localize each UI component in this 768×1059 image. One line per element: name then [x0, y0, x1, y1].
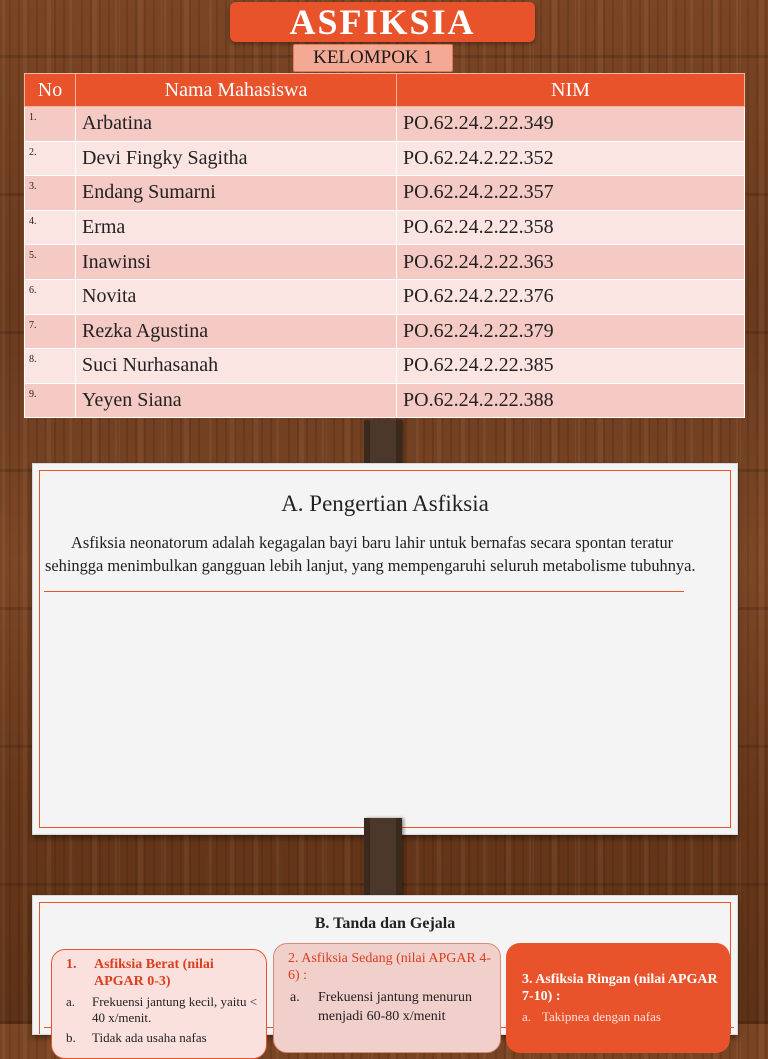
student-name: Yeyen Siana	[76, 383, 397, 418]
student-nim: PO.62.24.2.22.376	[397, 279, 745, 314]
card-number: 1.	[66, 957, 77, 972]
student-nim: PO.62.24.2.22.363	[397, 245, 745, 280]
header-name: Nama Mahasiswa	[76, 74, 397, 107]
card-title: 2. Asfiksia Sedang (nilai APGAR 4-6) :	[288, 951, 491, 983]
row-number: 3.	[25, 176, 76, 211]
student-name: Arbatina	[76, 107, 397, 142]
card-item	[52, 1026, 266, 1046]
student-nim: PO.62.24.2.22.352	[397, 141, 745, 176]
student-name: Erma	[76, 210, 397, 245]
moderate-asphyxia-card	[273, 943, 501, 1053]
student-nim: PO.62.24.2.22.349	[397, 107, 745, 142]
mild-asphyxia-card	[506, 943, 730, 1053]
table-header-row	[25, 74, 745, 107]
student-nim: PO.62.24.2.22.357	[397, 176, 745, 211]
item-text: Frekuensi jantung menurun menjadi 60-80 x/menit	[318, 990, 472, 1024]
table-row	[25, 314, 745, 349]
table-row	[25, 383, 745, 418]
section-b-frame	[39, 902, 731, 1045]
row-number: 7.	[25, 314, 76, 349]
group-label-text: KELOMPOK 1	[313, 47, 433, 68]
student-name: Inawinsi	[76, 245, 397, 280]
item-text: Frekuensi jantung kecil, yaitu < 40 x/menit.	[92, 994, 258, 1025]
row-number: 2.	[25, 141, 76, 176]
table-row	[25, 141, 745, 176]
student-name: Endang Sumarni	[76, 176, 397, 211]
section-a-paragraph: Asfiksia neonatorum adalah kegagalan bayi baru lahir untuk bernafas secara spontan teratur sehingga menimbulkan gangguan lebih lanjut, yang mempengaruhi seluruh metabolisme tubuhnya.	[45, 533, 696, 575]
item-text: Takipnea dengan nafas	[542, 1009, 661, 1024]
card-item	[506, 1005, 730, 1025]
item-text: Tidak ada usaha nafas	[92, 1030, 207, 1045]
header-nim: NIM	[397, 74, 745, 107]
student-nim: PO.62.24.2.22.388	[397, 383, 745, 418]
row-number: 6.	[25, 279, 76, 314]
severe-asphyxia-card	[51, 949, 267, 1059]
section-a-heading: A. Pengertian Asfiksia	[281, 491, 489, 516]
student-name: Devi Fingky Sagitha	[76, 141, 397, 176]
section-b-panel	[32, 895, 738, 1045]
student-nim: PO.62.24.2.22.379	[397, 314, 745, 349]
card-item	[52, 990, 266, 1026]
student-name: Rezka Agustina	[76, 314, 397, 349]
table-row	[25, 210, 745, 245]
table-row	[25, 176, 745, 211]
student-name: Novita	[76, 279, 397, 314]
row-number: 4.	[25, 210, 76, 245]
row-number: 9.	[25, 383, 76, 418]
row-number: 5.	[25, 245, 76, 280]
section-a-panel	[32, 463, 738, 835]
card-item	[274, 984, 500, 1026]
members-table	[24, 73, 745, 418]
table-row	[25, 245, 745, 280]
row-number: 8.	[25, 349, 76, 384]
row-number: 1.	[25, 107, 76, 142]
item-letter: b.	[66, 1030, 76, 1045]
student-name: Suci Nurhasanah	[76, 349, 397, 384]
student-nim: PO.62.24.2.22.358	[397, 210, 745, 245]
title-banner	[230, 2, 535, 42]
table-row	[25, 279, 745, 314]
card-title: 3. Asfiksia Ringan (nilai APGAR 7-10) :	[522, 972, 718, 1004]
divider	[44, 591, 684, 592]
item-letter: a.	[522, 1009, 532, 1024]
table-row	[25, 349, 745, 384]
item-letter: a.	[290, 990, 300, 1005]
table-row	[25, 107, 745, 142]
card-title	[52, 950, 266, 990]
item-letter: a.	[66, 994, 76, 1009]
section-b-heading: B. Tanda dan Gejala	[314, 915, 456, 932]
section-a-frame	[39, 470, 731, 828]
group-label	[293, 44, 453, 72]
page-title: ASFIKSIA	[289, 2, 476, 42]
card-title-text: Asfiksia Berat (nilai APGAR 0-3)	[94, 957, 214, 989]
student-nim: PO.62.24.2.22.385	[397, 349, 745, 384]
header-no: No	[25, 74, 76, 107]
